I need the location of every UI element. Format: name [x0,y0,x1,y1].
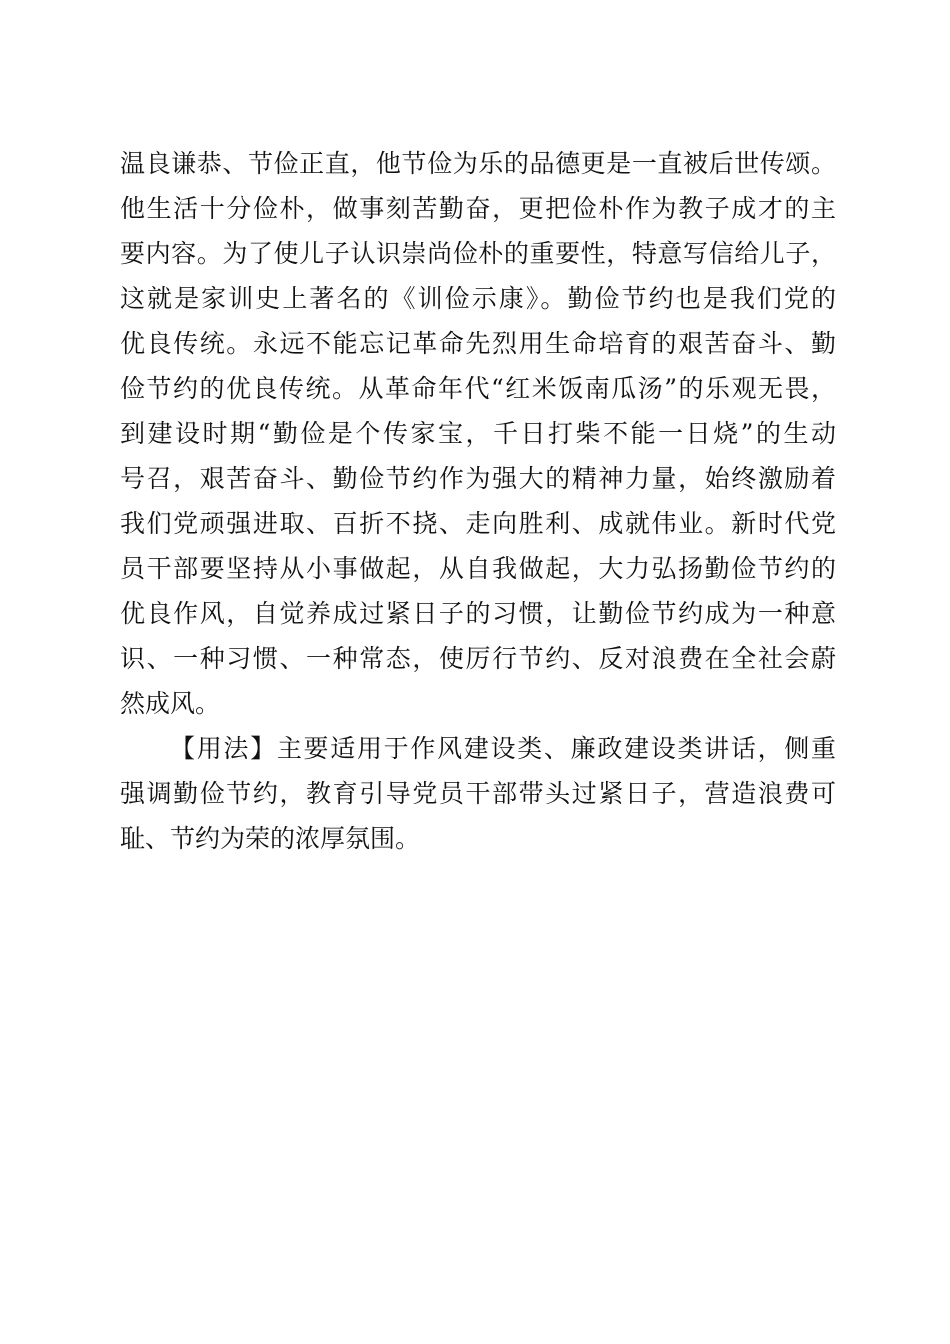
paragraph-line: 这就是家训史上著名的《训俭示康》。勤俭节约也是我们党的 [120,284,836,313]
paragraph-line: 温良谦恭、节俭正直，他节俭为乐的品德更是一直被后世传颂。 [120,149,836,178]
paragraph-line: 【用法】主要适用于作风建设类、廉政建设类讲话，侧重 [170,734,836,763]
body-paragraph [120,141,836,726]
usage-paragraph [120,726,836,861]
paragraph-line: 员干部要坚持从小事做起，从自我做起，大力弘扬勤俭节约的 [120,554,836,583]
paragraph-line: 号召，艰苦奋斗、勤俭节约作为强大的精神力量，始终激励着 [120,464,836,493]
paragraph-line: 优良作风，自觉养成过紧日子的习惯，让勤俭节约成为一种意 [120,599,836,628]
paragraph-line: 他生活十分俭朴，做事刻苦勤奋，更把俭朴作为教子成才的主 [120,194,836,223]
paragraph-line: 强调勤俭节约，教育引导党员干部带头过紧日子，营造浪费可 [120,779,836,808]
paragraph-line: 俭节约的优良传统。从革命年代“红米饭南瓜汤”的乐观无畏， [120,374,836,403]
paragraph-line: 然成风。 [120,689,221,718]
paragraph-line: 优良传统。永远不能忘记革命先烈用生命培育的艰苦奋斗、勤 [120,329,836,358]
paragraph-line: 要内容。为了使儿子认识崇尚俭朴的重要性，特意写信给儿子， [120,239,836,268]
paragraph-line: 我们党顽强进取、百折不挠、走向胜利、成就伟业。新时代党 [120,509,836,538]
paragraph-line: 到建设时期“勤俭是个传家宝，千日打柴不能一日烧”的生动 [120,419,836,448]
paragraph-line: 识、一种习惯、一种常态，使厉行节约、反对浪费在全社会蔚 [120,644,836,673]
paragraph-line: 耻、节约为荣的浓厚氛围。 [120,824,421,853]
